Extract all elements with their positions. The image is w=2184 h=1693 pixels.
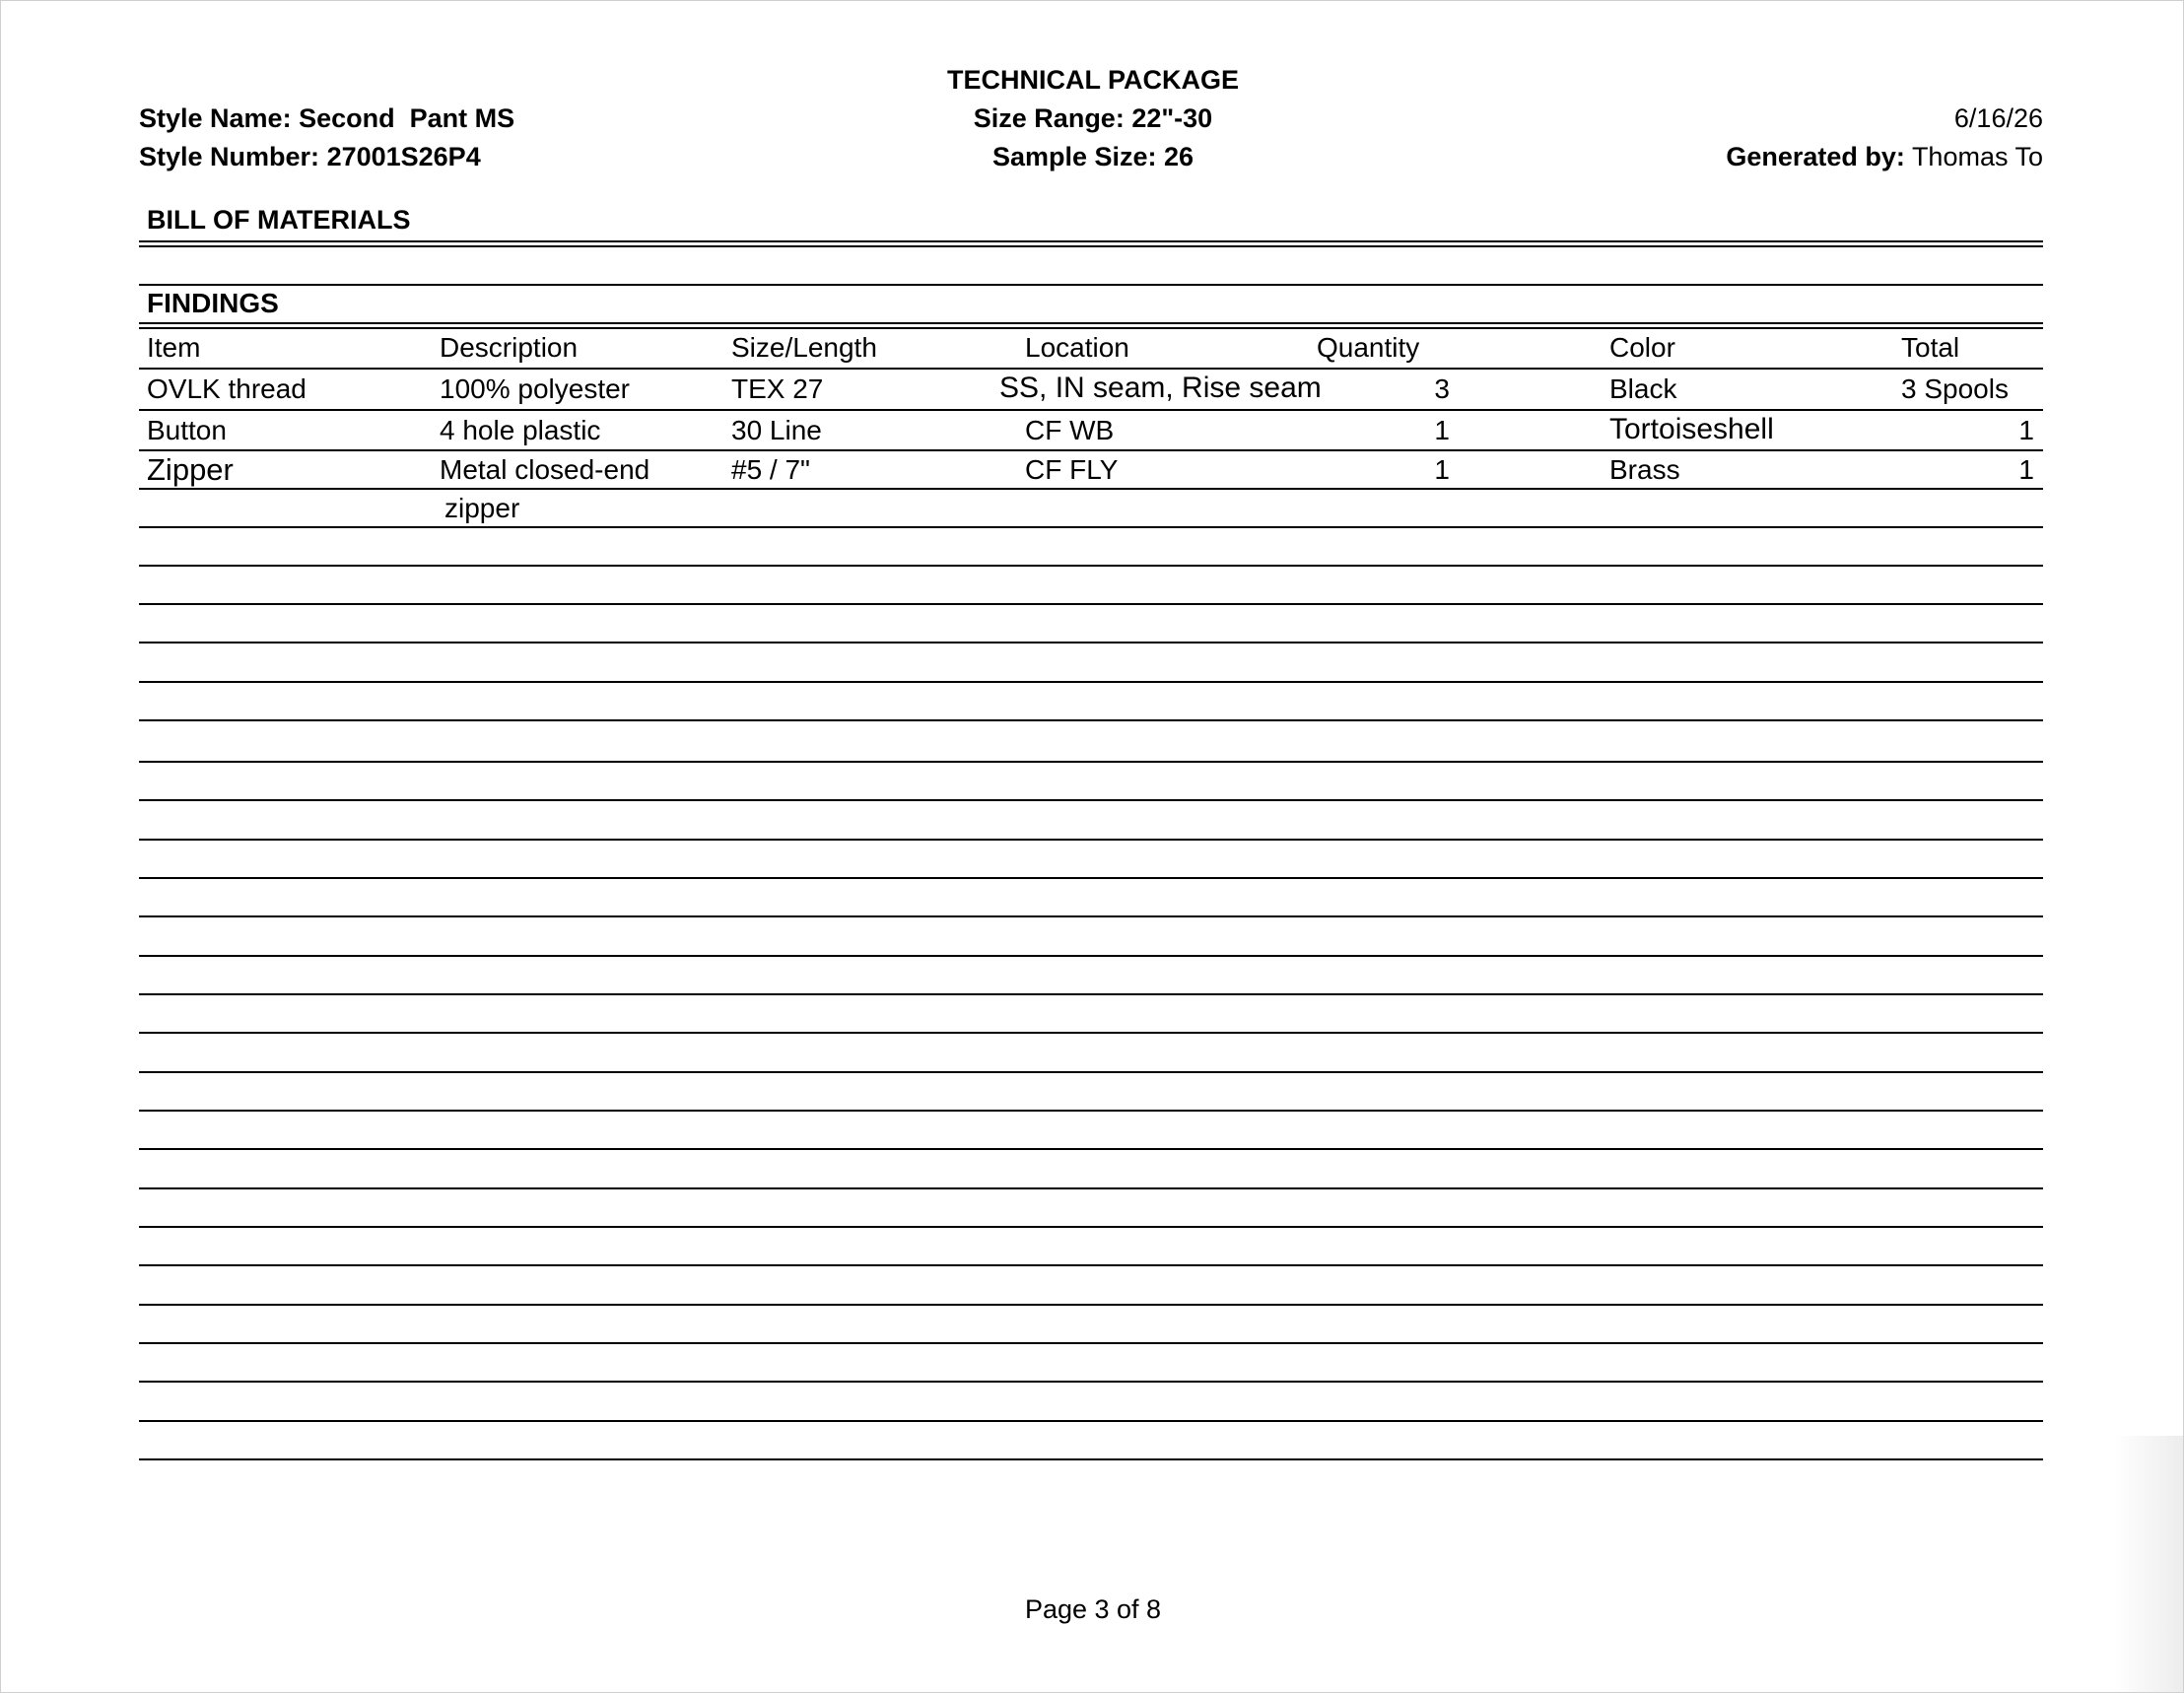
page-number: Page 3 of 8 bbox=[1024, 1594, 1162, 1624]
row-rule bbox=[139, 488, 2043, 490]
row-rule bbox=[139, 877, 2043, 879]
col-header-location: Location bbox=[1025, 332, 1129, 363]
col-header-description: Description bbox=[440, 332, 579, 363]
generated-by-line bbox=[1726, 138, 2043, 176]
findings-top-rule bbox=[139, 284, 2043, 286]
sample-size-line bbox=[797, 138, 1389, 176]
col-header-total: Total bbox=[1901, 332, 1960, 363]
cell-size-length: #5 / 7" bbox=[731, 454, 810, 485]
cell-total: 1 bbox=[2018, 415, 2034, 445]
cell-total: 3 Spools bbox=[1901, 373, 2009, 404]
findings-title: FINDINGS bbox=[147, 288, 279, 318]
row-rule bbox=[139, 1381, 2043, 1383]
doc-header-right bbox=[1726, 100, 2043, 176]
row-rule bbox=[139, 1458, 2043, 1460]
row-rule bbox=[139, 1226, 2043, 1228]
style-name-value: Second Pant MS bbox=[299, 103, 515, 133]
style-name-line bbox=[139, 100, 514, 138]
row-rule bbox=[139, 1187, 2043, 1189]
cell-color: Black bbox=[1609, 373, 1677, 404]
row-rule bbox=[139, 1032, 2043, 1034]
doc-title: TECHNICAL PACKAGE bbox=[946, 65, 1239, 95]
cell-size-length: TEX 27 bbox=[731, 373, 824, 404]
doc-header-center bbox=[797, 61, 1389, 176]
col-header-quantity: Quantity bbox=[1317, 332, 1420, 363]
cell-quantity: 1 bbox=[1434, 415, 1450, 445]
row-rule bbox=[139, 642, 2043, 643]
row-rule bbox=[139, 761, 2043, 763]
doc-date: 6/16/26 bbox=[1953, 103, 2043, 133]
style-number-line bbox=[139, 138, 514, 176]
row-rule bbox=[139, 915, 2043, 917]
size-range-line bbox=[797, 100, 1389, 138]
row-rule bbox=[139, 681, 2043, 683]
cell-item: Zipper bbox=[147, 452, 234, 487]
row-rule bbox=[139, 409, 2043, 411]
row-rule bbox=[139, 368, 2043, 370]
cell-description: 4 hole plastic bbox=[440, 415, 601, 445]
sample-size-label: Sample Size: bbox=[991, 142, 1157, 171]
bom-divider bbox=[139, 240, 2043, 247]
cell-quantity: 3 bbox=[1434, 373, 1450, 404]
generated-by-value: Thomas To bbox=[1911, 142, 2043, 171]
size-range-value: 22"-30 bbox=[1131, 103, 1213, 133]
row-rule bbox=[139, 719, 2043, 721]
generated-by-label: Generated by: bbox=[1726, 142, 1905, 171]
row-rule bbox=[139, 993, 2043, 995]
row-rule bbox=[139, 1071, 2043, 1073]
row-rule bbox=[139, 1110, 2043, 1112]
row-rule bbox=[139, 1264, 2043, 1266]
cell-color: Brass bbox=[1609, 454, 1680, 485]
row-rule bbox=[139, 955, 2043, 957]
row-rule bbox=[139, 1304, 2043, 1306]
cell-description: 100% polyester bbox=[440, 373, 631, 404]
col-header-item: Item bbox=[147, 332, 201, 363]
row-rule bbox=[139, 839, 2043, 841]
findings-divider bbox=[139, 322, 2043, 329]
row-rule bbox=[139, 603, 2043, 605]
cell-size-length: 30 Line bbox=[731, 415, 822, 445]
row-rule bbox=[139, 799, 2043, 801]
style-number-label: Style Number: bbox=[139, 142, 320, 171]
col-header-size-length: Size/Length bbox=[731, 332, 877, 363]
bom-title: BILL OF MATERIALS bbox=[147, 205, 411, 235]
cell-location: SS, IN seam, Rise seam bbox=[999, 372, 1322, 404]
row-rule bbox=[139, 449, 2043, 451]
page-curl-shadow bbox=[2114, 1436, 2183, 1692]
cell-item: Button bbox=[147, 415, 227, 445]
cell-total: 1 bbox=[2018, 454, 2034, 485]
cell-quantity: 1 bbox=[1434, 454, 1450, 485]
cell-color: Tortoiseshell bbox=[1609, 413, 1774, 445]
cell-description-continued: zipper bbox=[444, 493, 520, 523]
cell-location: CF WB bbox=[1025, 415, 1115, 445]
row-rule bbox=[139, 565, 2043, 567]
size-range-label: Size Range: bbox=[973, 103, 1125, 133]
row-rule bbox=[139, 1420, 2043, 1422]
row-rule bbox=[139, 1148, 2043, 1150]
style-name-label: Style Name: bbox=[139, 103, 292, 133]
style-number-value: 27001S26P4 bbox=[326, 142, 481, 171]
col-header-color: Color bbox=[1609, 332, 1675, 363]
row-rule bbox=[139, 526, 2043, 528]
cell-location: CF FLY bbox=[1025, 454, 1119, 485]
sample-size-value: 26 bbox=[1164, 142, 1194, 171]
cell-description: Metal closed-end bbox=[440, 454, 650, 485]
row-rule bbox=[139, 1342, 2043, 1344]
style-info bbox=[139, 100, 514, 176]
cell-item: OVLK thread bbox=[147, 373, 307, 404]
